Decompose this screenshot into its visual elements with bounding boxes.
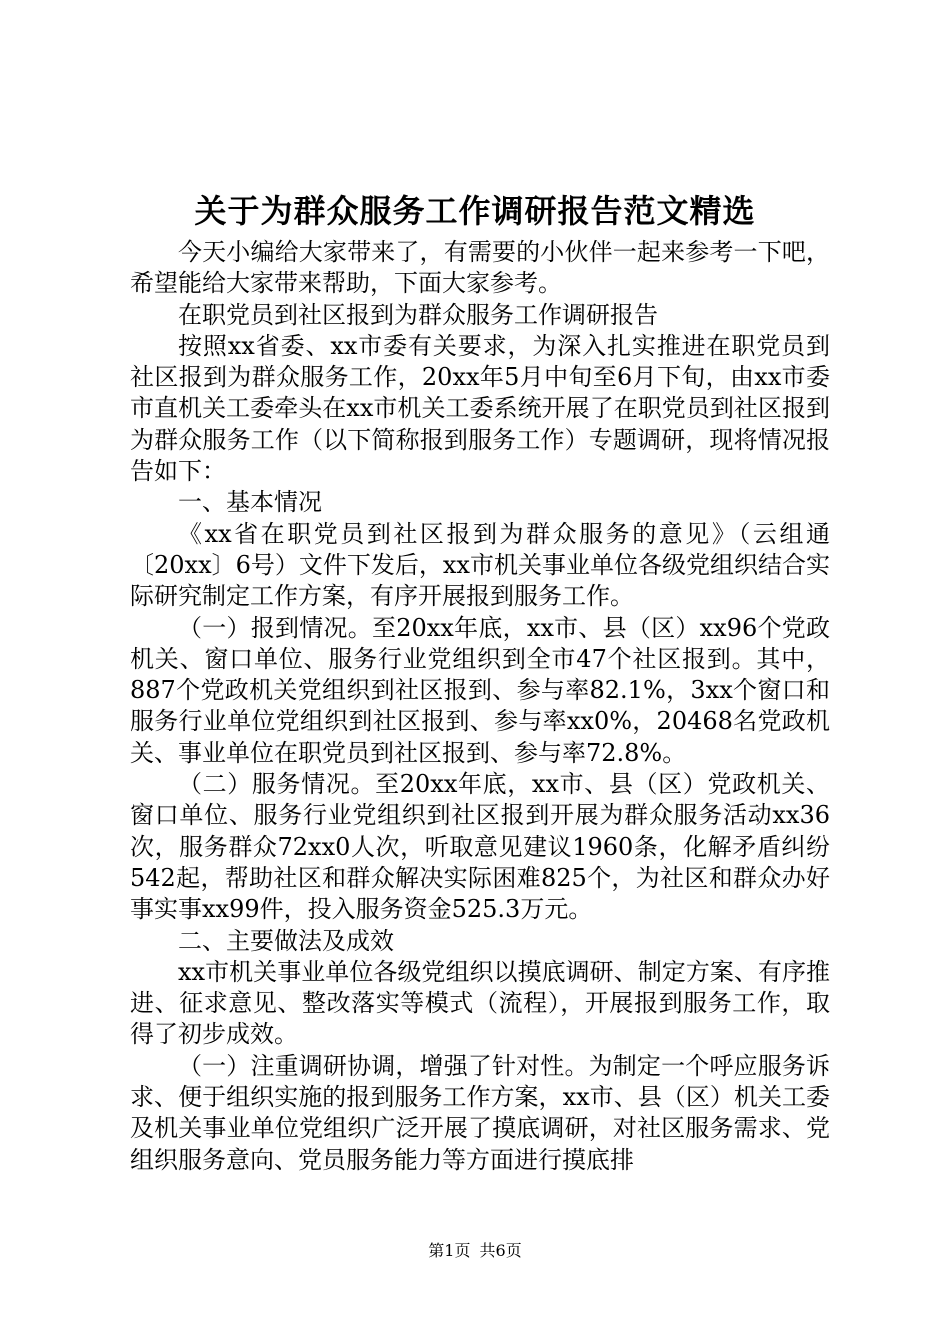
paragraph: （一）注重调研协调，增强了针对性。为制定一个呼应服务诉求、便于组织实施的报到服务工作方案，xx市、县（区）机关工委及机关事业单位党组织广泛开展了摸底调研，对社区服务需求、党组织服务意向、党员服务能力等方面进行摸底排 xyxy=(130,1051,830,1174)
page-footer xyxy=(0,1240,950,1262)
section-heading-methods: 二、主要做法及成效 xyxy=(178,926,394,955)
document-title: 关于为群众服务工作调研报告范文精选 xyxy=(194,192,756,230)
section-heading-basic: 一、基本情况 xyxy=(178,488,322,517)
paragraph: 《xx省在职党员到社区报到为群众服务的意见》（云组通〔20xx〕6号）文件下发后，xx市机关事业单位各级党组织结合实际研究制定工作方案，有序开展报到服务工作。 xyxy=(130,519,830,611)
page-number: 第1页 xyxy=(428,1241,471,1260)
paragraph: （二）服务情况。至20xx年底，xx市、县（区）党政机关、窗口单位、服务行业党组织到社区报到开展为群众服务活动xx36次，服务群众72xx0人次，听取意见建议1960条，化解矛盾纠纷542起，帮助社区和群众解决实际困难825个，为社区和群众办好事实事xx99件，投入服务资金525.3万元。 xyxy=(130,770,830,924)
page-total: 共6页 xyxy=(479,1241,522,1260)
document-body xyxy=(130,237,830,1176)
paragraph: 按照xx省委、xx市委有关要求，为深入扎实推进在职党员到社区报到为群众服务工作，20xx年5月中旬至6月下旬，由xx市委市直机关工委牵头在xx市机关工委系统开展了在职党员到社区报到为群众服务工作（以下简称报到服务工作）专题调研，现将情况报告如下： xyxy=(130,331,830,486)
paragraph-subtitle: 在职党员到社区报到为群众服务工作调研报告 xyxy=(178,300,658,329)
paragraph: xx市机关事业单位各级党组织以摸底调研、制定方案、有序推进、征求意见、整改落实等模式（流程），开展报到服务工作，取得了初步成效。 xyxy=(130,957,830,1049)
paragraph-intro: 今天小编给大家带来了，有需要的小伙伴一起来参考一下吧，希望能给大家带来帮助，下面大家参考。 xyxy=(130,238,830,298)
paragraph: （一）报到情况。至20xx年底，xx市、县（区）xx96个党政机关、窗口单位、服务行业党组织到全市47个社区报到。其中，887个党政机关党组织到社区报到、参与率82.1%，3xx个窗口和服务行业单位党组织到社区报到、参与率xx0%，20468名党政机关、事业单位在职党员到社区报到、参与率72.8%。 xyxy=(130,613,830,767)
